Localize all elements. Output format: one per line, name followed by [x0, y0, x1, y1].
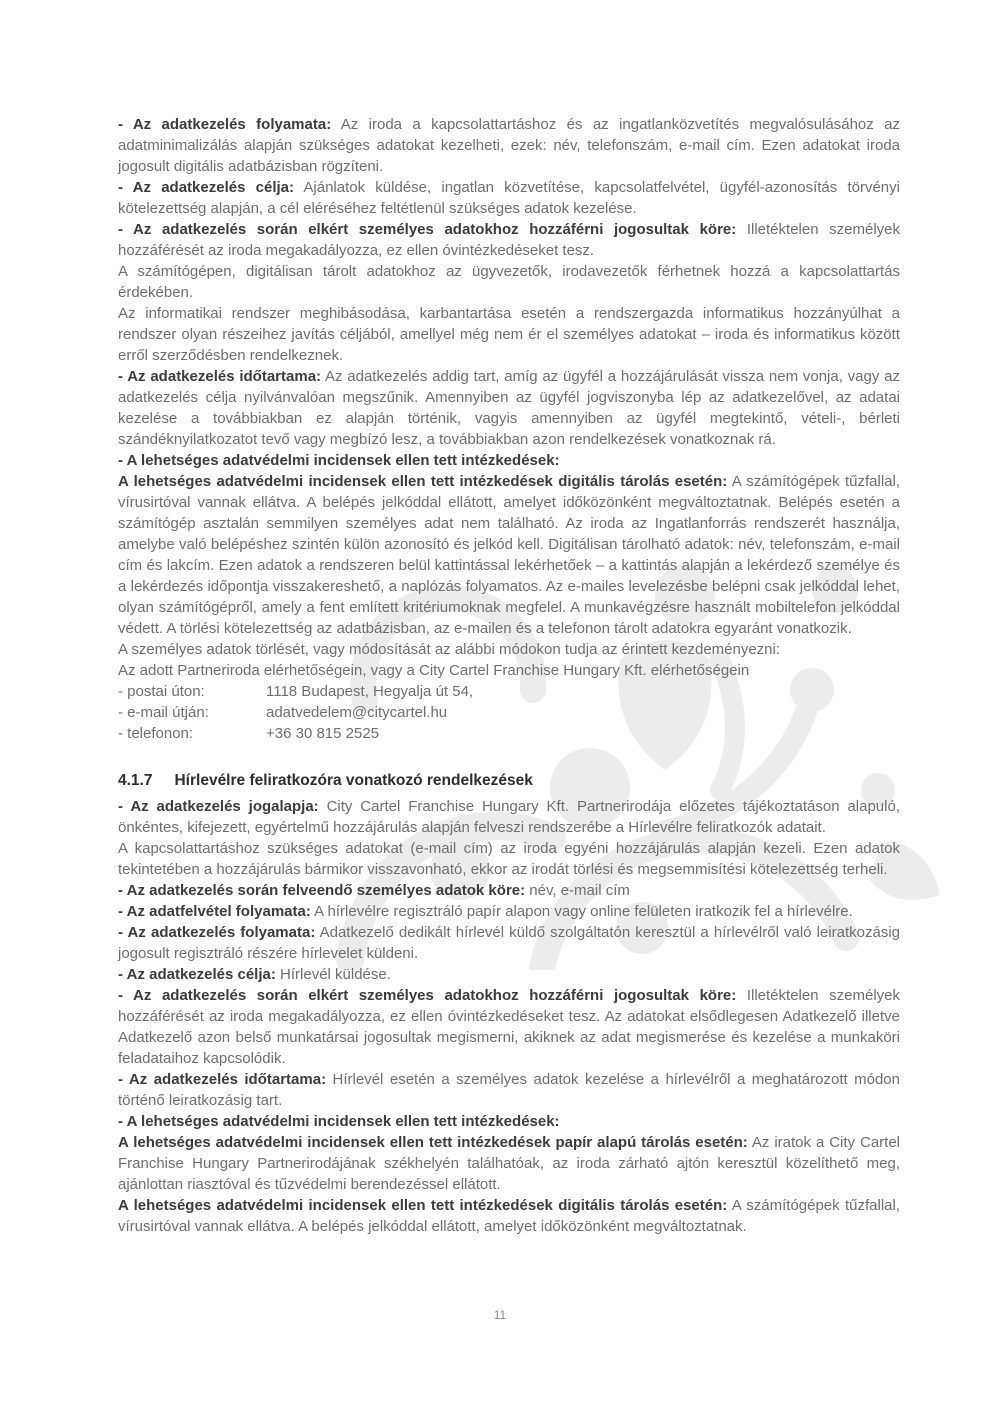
paragraph-text: Hírlevél esetén a személyes adatok kezelése a hírlevélről a meghatározott módon történő leiratkozásig tart.	[118, 1071, 900, 1109]
paragraph-label: - Az adatfelvétel folyamata:	[118, 903, 311, 920]
contact-label: - telefonon:	[118, 725, 194, 742]
paragraph-text: A számítógépek tűzfallal, vírusirtóval vannak ellátva. A belépés jelkóddal ellátott, amelyet időközönként megváltoztatnak. Belépés esetén a számítógép asztalán semmilyen személyes adat nem található. Az iroda az Ingatlanforrás rendszerét használja, amelybe való belépéshez szintén külön azonosító és jelkód kell. Digitálisan tárolható adatok: név, telefonszám, e-mail cím és lakcím. Ezen adatok a rendszeren belül kattintással lekérhetőek – a kattintás alapján a lekérdező személye és a lekérdezés időpontja visszakereshető, a naplózás folyamatos. Az e-mailes levelezésbe belépni csak jelkóddal lehet, olyan számítógépről, amely a fent említett kritériumoknak megfelel. A munkavégzésre használt mobiltelefon jelkóddal védett. A törlési kötelezettség az adatbázisban, az e-mailen és a telefonon tárolt adatokra egyaránt vonatkozik.	[118, 473, 901, 637]
paragraph-text: név, e-mail cím	[525, 882, 630, 899]
contact-row-postal	[118, 681, 900, 702]
paragraph-label: - A lehetséges adatvédelmi incidensek ellen tett intézkedések:	[118, 1113, 560, 1130]
paragraph	[118, 303, 900, 366]
paragraph-label: - Az adatkezelés folyamata:	[118, 116, 332, 133]
paragraph-label: - Az adatkezelés folyamata:	[118, 924, 316, 941]
paragraph	[118, 660, 900, 681]
paragraph	[118, 1069, 900, 1111]
paragraph-text: City Cartel Franchise Hungary Kft. Partnerirodája előzetes tájékoztatáson alapuló, önkéntes, kifejezett, egyértelmű hozzájárulás alapján felveszi rendszerébe a Hírlevélre feliratkozók adatait.	[118, 798, 900, 836]
section-title: Hírlevélre feliratkozóra vonatkozó rendelkezések	[174, 772, 533, 789]
paragraph	[118, 261, 900, 303]
paragraph-text: Illetéktelen személyek hozzáférését az iroda megakadályozza, ez ellen óvintézkedéseket tesz.	[118, 221, 900, 259]
paragraph-label: - Az adatkezelés időtartama:	[118, 1071, 327, 1088]
paragraph-label: - Az adatkezelés során felveendő személyes adatok köre:	[118, 882, 526, 899]
paragraph-label: - Az adatkezelés célja:	[118, 179, 294, 196]
email-address: adatvedelem@citycartel.hu	[266, 704, 448, 721]
paragraph-text: Az iratok a City Cartel Franchise Hungary Partnerirodájának székhelyén találhatóak, az iroda zárható ajtón keresztül közelíthető meg, ajánlottan riasztóval és tűzvédelmi berendezéssel ellátott.	[118, 1134, 901, 1193]
phone-number: +36 30 815 2525	[266, 725, 380, 742]
section-number: 4.1.7	[118, 772, 153, 789]
page-number: 11	[493, 1308, 507, 1322]
paragraph	[118, 366, 900, 450]
paragraph	[118, 450, 900, 471]
paragraph-text: A számítógépen, digitálisan tárolt adatokhoz az ügyvezetők, irodavezetők férhetnek hozzá a kapcsolattartás érdekében.	[118, 263, 900, 301]
section-heading-4-1-7	[118, 770, 900, 791]
paragraph-label: - Az adatkezelés időtartama:	[118, 368, 322, 385]
contact-row-phone	[118, 723, 900, 744]
paragraph-label: - A lehetséges adatvédelmi incidensek ellen tett intézkedések:	[118, 452, 560, 469]
paragraph-text: Az adatkezelés addig tart, amíg az ügyfél a hozzájárulását vissza nem vonja, vagy az adatkezelés célja nyilvánvalóan megszűnik. Amennyiben az ügyfél jogviszonyba lép az adatkezelővel, az adatai kezelése a továbbiakban ez alapján történik, vagyis amennyiben az ügyfél megtekintő, vételi-, bérleti szándéknyilatkozatot tevő vagy megbízó lesz, a továbbiakban azon rendelkezések vonatkoznak rá.	[118, 368, 900, 448]
paragraph	[118, 639, 900, 660]
paragraph	[118, 177, 900, 219]
paragraph-label: - Az adatkezelés célja:	[118, 966, 276, 983]
contact-label: - e-mail útján:	[118, 704, 209, 721]
paragraph-text: Adatkezelő dedikált hírlevél küldő szolgáltatón keresztül a hírlevélről való leiratkozásig jogosult regisztráló részére hírlevelet küldeni.	[118, 924, 900, 962]
paragraph	[118, 471, 900, 639]
paragraph	[118, 922, 900, 964]
paragraph	[118, 114, 900, 177]
contact-row-email	[118, 702, 900, 723]
paragraph	[118, 1132, 900, 1195]
paragraph	[118, 796, 900, 838]
postal-address: 1118 Budapest, Hegyalja út 54,	[266, 683, 474, 700]
paragraph	[118, 219, 900, 261]
paragraph-text: Ajánlatok küldése, ingatlan közvetítése, kapcsolatfelvétel, ügyfél-azonosítás törvényi kötelezettség alapján, a cél eléréséhez feltétlenül szükséges adatok kezelése.	[118, 179, 900, 217]
paragraph-text: A hírlevélre regisztráló papír alapon vagy online felületen iratkozik fel a hírlevélre.	[310, 903, 853, 920]
paragraph-text: A számítógépek tűzfallal, vírusirtóval vannak ellátva. A belépés jelkóddal ellátott, amelyet időközönként megváltoztatnak.	[118, 1197, 901, 1235]
paragraph-text: A személyes adatok törlését, vagy módosítását az alábbi módokon tudja az érintett kezdeményezni:	[118, 641, 781, 658]
paragraph-text: Az iroda a kapcsolattartáshoz és az ingatlanközvetítés megvalósulásához az adatminimalizálás alapján szükséges adatokat kezelheti, ezek: név, telefonszám, e-mail cím. Ezen adatokat iroda jogosult digitális adatbázisban rögzíteni.	[118, 116, 900, 175]
paragraph-label: - Az adatkezelés jogalapja:	[118, 798, 319, 815]
paragraph	[118, 985, 900, 1069]
paragraph	[118, 1195, 900, 1237]
paragraph	[118, 880, 900, 901]
paragraph	[118, 838, 900, 880]
paragraph-label: A lehetséges adatvédelmi incidensek ellen tett intézkedések papír alapú tárolás esetén:	[118, 1134, 748, 1151]
contact-label: - postai úton:	[118, 683, 205, 700]
paragraph-text: Az informatikai rendszer meghibásodása, karbantartása esetén a rendszergazda informatikus hozzányúlhat a rendszer olyan részeihez javítás céljából, amellyel még nem ér el személyes adatokat – iroda és informatikus között erről szerződésben rendelkeznek.	[118, 305, 900, 364]
paragraph-label: - Az adatkezelés során elkért személyes adatokhoz hozzáférni jogosultak köre:	[118, 221, 737, 238]
paragraph-text: Illetéktelen személyek hozzáférését az iroda megakadályozza, ez ellen óvintézkedéseket tesz. Az adatokat elsődlegesen Adatkezelő illetve Adatkezelő azon belső munkatársai jogosultak megismerni, akiknek az adat megismerése és kezelése a munkaköri feladataihoz kapcsolódik.	[118, 987, 900, 1067]
paragraph-text: Az adott Partneriroda elérhetőségein, vagy a City Cartel Franchise Hungary Kft. elérhetőségein	[118, 662, 750, 679]
paragraph-text: A kapcsolattartáshoz szükséges adatokat (e-mail cím) az iroda egyéni hozzájárulás alapján kezeli. Ezen adatok tekintetében a hozzájárulás bármikor visszavonható, ekkor az irodát törlési és megsemmisítési kötelezettség terheli.	[118, 840, 900, 878]
paragraph	[118, 901, 900, 922]
paragraph-text: Hírlevél küldése.	[275, 966, 391, 983]
paragraph-label: A lehetséges adatvédelmi incidensek ellen tett intézkedések digitális tárolás esetén:	[118, 1197, 728, 1214]
document-content	[118, 114, 900, 1237]
paragraph	[118, 964, 900, 985]
paragraph-label: A lehetséges adatvédelmi incidensek ellen tett intézkedések digitális tárolás esetén:	[118, 473, 728, 490]
paragraph-label: - Az adatkezelés során elkért személyes adatokhoz hozzáférni jogosultak köre:	[118, 987, 737, 1004]
paragraph	[118, 1111, 900, 1132]
